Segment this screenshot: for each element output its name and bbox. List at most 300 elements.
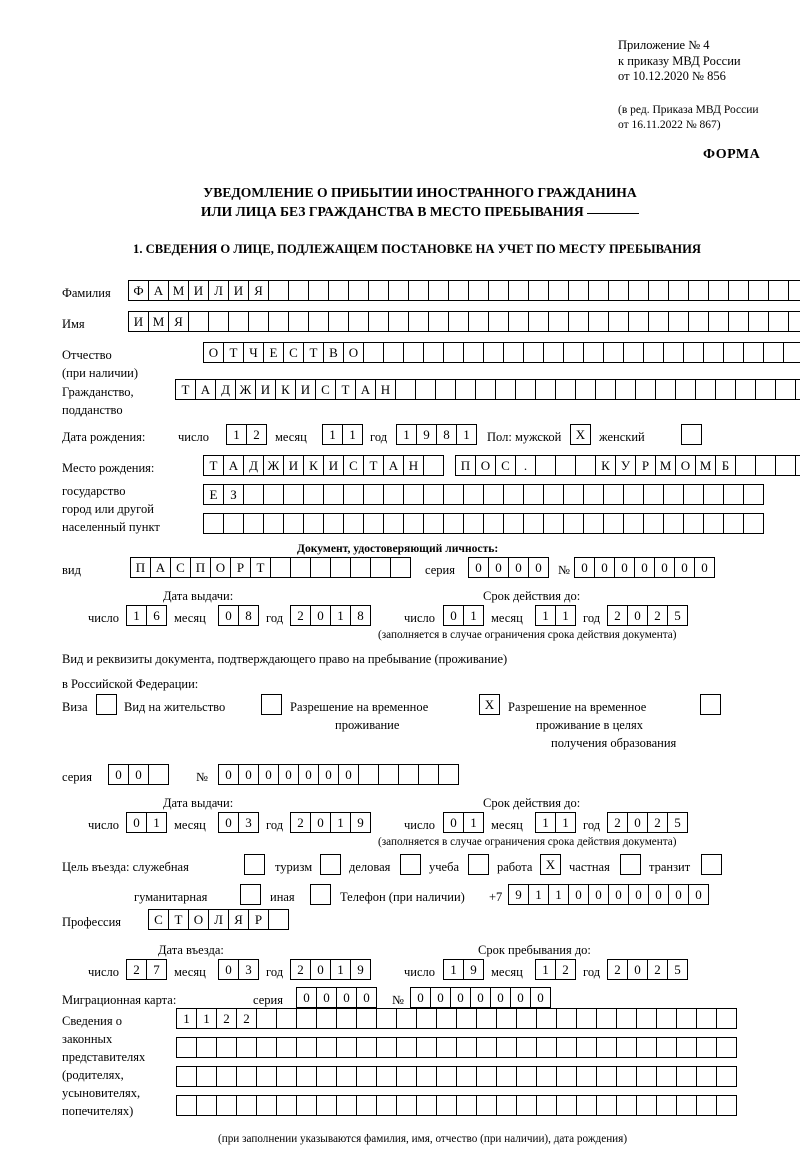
cell[interactable]: М <box>655 455 676 476</box>
cell[interactable]: А <box>195 379 216 400</box>
cell[interactable]: 1 <box>330 959 351 980</box>
cell[interactable] <box>663 513 684 534</box>
cell[interactable]: 1 <box>342 424 363 445</box>
cell[interactable]: 1 <box>126 605 147 626</box>
cell[interactable] <box>795 379 800 400</box>
cell[interactable] <box>496 1008 517 1029</box>
cell[interactable] <box>616 1095 637 1116</box>
cell[interactable]: 9 <box>350 959 371 980</box>
cell[interactable] <box>316 1037 337 1058</box>
field-doc-valid-year[interactable] <box>607 605 687 626</box>
cell[interactable] <box>603 513 624 534</box>
cell[interactable] <box>516 1066 537 1087</box>
cell[interactable]: А <box>150 557 171 578</box>
cell[interactable]: 0 <box>310 605 331 626</box>
cell[interactable] <box>636 1095 657 1116</box>
cell[interactable] <box>588 311 609 332</box>
cell[interactable] <box>448 280 469 301</box>
cell[interactable] <box>623 342 644 363</box>
cell[interactable] <box>508 311 529 332</box>
cell[interactable] <box>788 280 800 301</box>
cell[interactable] <box>443 484 464 505</box>
cell[interactable]: 8 <box>350 605 371 626</box>
cell[interactable] <box>348 280 369 301</box>
cell[interactable]: 2 <box>647 812 668 833</box>
field-legal-rep-row4[interactable] <box>176 1095 736 1116</box>
cell[interactable] <box>775 379 796 400</box>
cell[interactable]: 0 <box>218 605 239 626</box>
cell[interactable] <box>328 311 349 332</box>
cell[interactable]: 0 <box>688 884 709 905</box>
cell[interactable] <box>596 1095 617 1116</box>
cell[interactable] <box>663 484 684 505</box>
field-phone[interactable] <box>508 884 708 905</box>
field-birth-city-row2[interactable] <box>203 484 763 505</box>
cell[interactable] <box>330 557 351 578</box>
cell[interactable] <box>176 1037 197 1058</box>
cell[interactable] <box>390 557 411 578</box>
cell[interactable] <box>436 1008 457 1029</box>
cell[interactable] <box>296 1008 317 1029</box>
cell[interactable]: 0 <box>338 764 359 785</box>
cell[interactable] <box>768 280 789 301</box>
cell[interactable] <box>236 1066 257 1087</box>
cell[interactable] <box>348 311 369 332</box>
field-profession[interactable] <box>148 909 288 930</box>
cell[interactable]: 1 <box>322 424 343 445</box>
cell[interactable] <box>403 342 424 363</box>
cell[interactable] <box>423 513 444 534</box>
cell[interactable] <box>370 557 391 578</box>
checkbox-edu-residence[interactable] <box>700 694 721 715</box>
cell[interactable] <box>483 484 504 505</box>
cell[interactable]: 0 <box>627 959 648 980</box>
cell[interactable] <box>748 280 769 301</box>
cell[interactable] <box>755 455 776 476</box>
cell[interactable] <box>536 1037 557 1058</box>
cell[interactable] <box>208 311 229 332</box>
cell[interactable] <box>443 342 464 363</box>
cell[interactable]: 1 <box>176 1008 197 1029</box>
cell[interactable] <box>596 1066 617 1087</box>
cell[interactable]: 0 <box>488 557 509 578</box>
cell[interactable]: 0 <box>470 987 491 1008</box>
cell[interactable] <box>783 342 800 363</box>
cell[interactable]: 0 <box>627 812 648 833</box>
cell[interactable] <box>676 1037 697 1058</box>
field-doc-number[interactable] <box>574 557 714 578</box>
cell[interactable] <box>268 311 289 332</box>
field-entry-day[interactable] <box>126 959 166 980</box>
cell[interactable] <box>728 311 749 332</box>
cell[interactable]: 0 <box>530 987 551 1008</box>
cell[interactable] <box>688 280 709 301</box>
cell[interactable]: 1 <box>535 959 556 980</box>
cell[interactable] <box>788 311 800 332</box>
field-name[interactable] <box>128 311 800 332</box>
field-stay-until-year[interactable] <box>607 959 687 980</box>
cell[interactable] <box>448 311 469 332</box>
cell[interactable]: 0 <box>510 987 531 1008</box>
cell[interactable] <box>795 455 800 476</box>
cell[interactable] <box>656 1008 677 1029</box>
cell[interactable]: 0 <box>238 764 259 785</box>
cell[interactable] <box>568 311 589 332</box>
cell[interactable] <box>276 1037 297 1058</box>
cell[interactable] <box>376 1066 397 1087</box>
cell[interactable] <box>428 311 449 332</box>
cell[interactable] <box>303 484 324 505</box>
cell[interactable] <box>703 342 724 363</box>
cell[interactable] <box>308 311 329 332</box>
cell[interactable] <box>398 764 419 785</box>
cell[interactable] <box>363 342 384 363</box>
cell[interactable]: . <box>515 455 536 476</box>
cell[interactable]: 1 <box>456 424 477 445</box>
cell[interactable]: Т <box>223 342 244 363</box>
cell[interactable]: С <box>343 455 364 476</box>
cell[interactable]: 0 <box>218 764 239 785</box>
cell[interactable] <box>396 1008 417 1029</box>
cell[interactable] <box>323 513 344 534</box>
cell[interactable] <box>535 455 556 476</box>
cell[interactable] <box>523 513 544 534</box>
field-birth-month[interactable] <box>322 424 362 445</box>
cell[interactable] <box>695 379 716 400</box>
checkbox-residence-permit[interactable] <box>261 694 282 715</box>
cell[interactable] <box>675 379 696 400</box>
cell[interactable]: 2 <box>290 605 311 626</box>
cell[interactable] <box>263 513 284 534</box>
field-doc-valid-month[interactable] <box>535 605 575 626</box>
cell[interactable] <box>496 1037 517 1058</box>
cell[interactable] <box>763 342 784 363</box>
cell[interactable] <box>316 1095 337 1116</box>
cell[interactable]: Т <box>363 455 384 476</box>
cell[interactable]: К <box>595 455 616 476</box>
checkbox-purpose-business[interactable] <box>400 854 421 875</box>
cell[interactable] <box>276 1066 297 1087</box>
cell[interactable] <box>555 455 576 476</box>
cell[interactable]: В <box>323 342 344 363</box>
cell[interactable]: 0 <box>296 987 317 1008</box>
cell[interactable] <box>203 513 224 534</box>
cell[interactable] <box>683 484 704 505</box>
cell[interactable]: 0 <box>627 605 648 626</box>
cell[interactable]: 0 <box>430 987 451 1008</box>
cell[interactable] <box>628 280 649 301</box>
field-stay-until-month[interactable] <box>535 959 575 980</box>
cell[interactable] <box>436 1066 457 1087</box>
cell[interactable] <box>483 513 504 534</box>
cell[interactable] <box>723 484 744 505</box>
cell[interactable] <box>243 484 264 505</box>
cell[interactable] <box>328 280 349 301</box>
cell[interactable]: 1 <box>196 1008 217 1029</box>
cell[interactable] <box>483 342 504 363</box>
cell[interactable] <box>270 557 291 578</box>
cell[interactable] <box>476 1066 497 1087</box>
cell[interactable] <box>495 379 516 400</box>
cell[interactable] <box>683 342 704 363</box>
cell[interactable] <box>576 1037 597 1058</box>
cell[interactable]: Ж <box>263 455 284 476</box>
checkbox-purpose-tourism[interactable] <box>320 854 341 875</box>
cell[interactable]: Ф <box>128 280 149 301</box>
cell[interactable] <box>176 1066 197 1087</box>
cell[interactable]: 0 <box>298 764 319 785</box>
cell[interactable]: 7 <box>146 959 167 980</box>
cell[interactable] <box>708 280 729 301</box>
cell[interactable] <box>543 513 564 534</box>
cell[interactable] <box>696 1037 717 1058</box>
cell[interactable] <box>356 1037 377 1058</box>
cell[interactable]: Н <box>403 455 424 476</box>
cell[interactable] <box>363 513 384 534</box>
cell[interactable] <box>276 1095 297 1116</box>
checkbox-temp-residence[interactable]: X <box>479 694 500 715</box>
cell[interactable] <box>488 311 509 332</box>
cell[interactable] <box>576 1008 597 1029</box>
cell[interactable] <box>236 1037 257 1058</box>
cell[interactable] <box>703 484 724 505</box>
cell[interactable]: Б <box>715 455 736 476</box>
cell[interactable] <box>488 280 509 301</box>
cell[interactable]: 2 <box>607 959 628 980</box>
cell[interactable] <box>508 280 529 301</box>
cell[interactable] <box>548 280 569 301</box>
checkbox-purpose-work[interactable]: X <box>540 854 561 875</box>
cell[interactable] <box>388 280 409 301</box>
cell[interactable] <box>378 764 399 785</box>
cell[interactable] <box>236 1095 257 1116</box>
cell[interactable] <box>735 379 756 400</box>
cell[interactable]: 0 <box>128 764 149 785</box>
cell[interactable] <box>608 311 629 332</box>
field-birth-state[interactable] <box>203 455 443 476</box>
cell[interactable] <box>276 1008 297 1029</box>
cell[interactable] <box>268 280 289 301</box>
cell[interactable] <box>388 311 409 332</box>
cell[interactable] <box>456 1095 477 1116</box>
cell[interactable] <box>535 379 556 400</box>
cell[interactable]: 5 <box>667 959 688 980</box>
field-surname[interactable] <box>128 280 800 301</box>
checkbox-purpose-private[interactable] <box>620 854 641 875</box>
cell[interactable]: И <box>295 379 316 400</box>
cell[interactable]: 1 <box>396 424 417 445</box>
cell[interactable] <box>216 1066 237 1087</box>
cell[interactable]: 0 <box>258 764 279 785</box>
cell[interactable] <box>755 379 776 400</box>
cell[interactable]: Е <box>263 342 284 363</box>
cell[interactable]: С <box>495 455 516 476</box>
cell[interactable] <box>596 1008 617 1029</box>
cell[interactable]: Я <box>248 280 269 301</box>
cell[interactable]: И <box>255 379 276 400</box>
cell[interactable] <box>636 1037 657 1058</box>
cell[interactable] <box>583 513 604 534</box>
field-stay-valid-year[interactable] <box>607 812 687 833</box>
cell[interactable]: Л <box>208 280 229 301</box>
field-stay-issue-day[interactable] <box>126 812 166 833</box>
cell[interactable]: 0 <box>126 812 147 833</box>
cell[interactable]: Р <box>230 557 251 578</box>
cell[interactable]: 0 <box>468 557 489 578</box>
cell[interactable]: Д <box>215 379 236 400</box>
cell[interactable] <box>456 1037 477 1058</box>
cell[interactable]: К <box>275 379 296 400</box>
cell[interactable]: 0 <box>218 812 239 833</box>
cell[interactable] <box>643 513 664 534</box>
cell[interactable] <box>556 1008 577 1029</box>
cell[interactable]: Я <box>168 311 189 332</box>
cell[interactable]: 2 <box>647 959 668 980</box>
field-doc-kind[interactable] <box>130 557 410 578</box>
cell[interactable]: 0 <box>278 764 299 785</box>
cell[interactable]: 9 <box>416 424 437 445</box>
cell[interactable] <box>396 1066 417 1087</box>
cell[interactable] <box>556 1037 577 1058</box>
cell[interactable] <box>616 1008 637 1029</box>
cell[interactable] <box>475 379 496 400</box>
cell[interactable]: 1 <box>555 605 576 626</box>
cell[interactable] <box>196 1066 217 1087</box>
cell[interactable] <box>743 342 764 363</box>
cell[interactable]: 0 <box>316 987 337 1008</box>
cell[interactable]: 0 <box>490 987 511 1008</box>
cell[interactable]: 1 <box>528 884 549 905</box>
cell[interactable] <box>196 1037 217 1058</box>
cell[interactable] <box>443 513 464 534</box>
cell[interactable]: 1 <box>146 812 167 833</box>
cell[interactable] <box>368 280 389 301</box>
cell[interactable]: 0 <box>594 557 615 578</box>
cell[interactable] <box>735 455 756 476</box>
cell[interactable] <box>216 1037 237 1058</box>
cell[interactable]: 2 <box>647 605 668 626</box>
cell[interactable] <box>436 1095 457 1116</box>
cell[interactable]: А <box>355 379 376 400</box>
cell[interactable] <box>543 484 564 505</box>
cell[interactable] <box>563 484 584 505</box>
cell[interactable]: 0 <box>668 884 689 905</box>
cell[interactable] <box>455 379 476 400</box>
cell[interactable] <box>383 484 404 505</box>
cell[interactable] <box>676 1095 697 1116</box>
cell[interactable] <box>643 342 664 363</box>
cell[interactable]: 0 <box>108 764 129 785</box>
cell[interactable]: 8 <box>436 424 457 445</box>
cell[interactable] <box>290 557 311 578</box>
cell[interactable] <box>743 484 764 505</box>
cell[interactable] <box>356 1095 377 1116</box>
cell[interactable]: 0 <box>588 884 609 905</box>
checkbox-sex-male[interactable]: X <box>570 424 591 445</box>
cell[interactable] <box>636 1066 657 1087</box>
cell[interactable] <box>655 379 676 400</box>
cell[interactable] <box>503 513 524 534</box>
cell[interactable] <box>716 1008 737 1029</box>
field-entry-month[interactable] <box>218 959 258 980</box>
cell[interactable]: С <box>283 342 304 363</box>
cell[interactable] <box>256 1066 277 1087</box>
cell[interactable] <box>768 311 789 332</box>
cell[interactable]: К <box>303 455 324 476</box>
cell[interactable] <box>503 484 524 505</box>
cell[interactable]: П <box>130 557 151 578</box>
cell[interactable] <box>696 1095 717 1116</box>
cell[interactable]: 5 <box>667 605 688 626</box>
cell[interactable]: С <box>315 379 336 400</box>
cell[interactable] <box>358 764 379 785</box>
cell[interactable]: 1 <box>535 812 556 833</box>
cell[interactable]: А <box>148 280 169 301</box>
field-doc-series[interactable] <box>468 557 548 578</box>
field-birth-city-row1[interactable] <box>455 455 800 476</box>
cell[interactable] <box>555 379 576 400</box>
cell[interactable] <box>423 455 444 476</box>
cell[interactable]: 3 <box>238 959 259 980</box>
cell[interactable]: Т <box>175 379 196 400</box>
field-citizenship[interactable] <box>175 379 800 400</box>
checkbox-visa[interactable] <box>96 694 117 715</box>
cell[interactable] <box>323 484 344 505</box>
cell[interactable]: Т <box>303 342 324 363</box>
cell[interactable] <box>243 513 264 534</box>
cell[interactable]: 1 <box>330 605 351 626</box>
cell[interactable] <box>563 513 584 534</box>
cell[interactable] <box>418 764 439 785</box>
cell[interactable]: И <box>323 455 344 476</box>
cell[interactable] <box>656 1037 677 1058</box>
cell[interactable] <box>256 1008 277 1029</box>
cell[interactable] <box>716 1037 737 1058</box>
cell[interactable]: 2 <box>216 1008 237 1029</box>
cell[interactable]: А <box>383 455 404 476</box>
cell[interactable] <box>416 1008 437 1029</box>
cell[interactable]: 2 <box>607 812 628 833</box>
cell[interactable] <box>416 1066 437 1087</box>
checkbox-purpose-official[interactable] <box>244 854 265 875</box>
cell[interactable] <box>743 513 764 534</box>
cell[interactable] <box>676 1066 697 1087</box>
cell[interactable] <box>288 280 309 301</box>
field-doc-issue-month[interactable] <box>218 605 258 626</box>
cell[interactable] <box>748 311 769 332</box>
cell[interactable] <box>628 311 649 332</box>
cell[interactable]: 0 <box>574 557 595 578</box>
cell[interactable]: 0 <box>614 557 635 578</box>
cell[interactable] <box>356 1008 377 1029</box>
cell[interactable] <box>588 280 609 301</box>
cell[interactable] <box>368 311 389 332</box>
cell[interactable]: 1 <box>226 424 247 445</box>
cell[interactable] <box>516 1037 537 1058</box>
cell[interactable] <box>336 1008 357 1029</box>
cell[interactable] <box>528 280 549 301</box>
cell[interactable]: Т <box>203 455 224 476</box>
cell[interactable] <box>616 1037 637 1058</box>
cell[interactable] <box>575 379 596 400</box>
field-birth-year[interactable] <box>396 424 476 445</box>
cell[interactable] <box>496 1066 517 1087</box>
cell[interactable] <box>556 1066 577 1087</box>
cell[interactable] <box>336 1066 357 1087</box>
cell[interactable] <box>703 513 724 534</box>
cell[interactable]: 0 <box>410 987 431 1008</box>
cell[interactable]: З <box>223 484 244 505</box>
